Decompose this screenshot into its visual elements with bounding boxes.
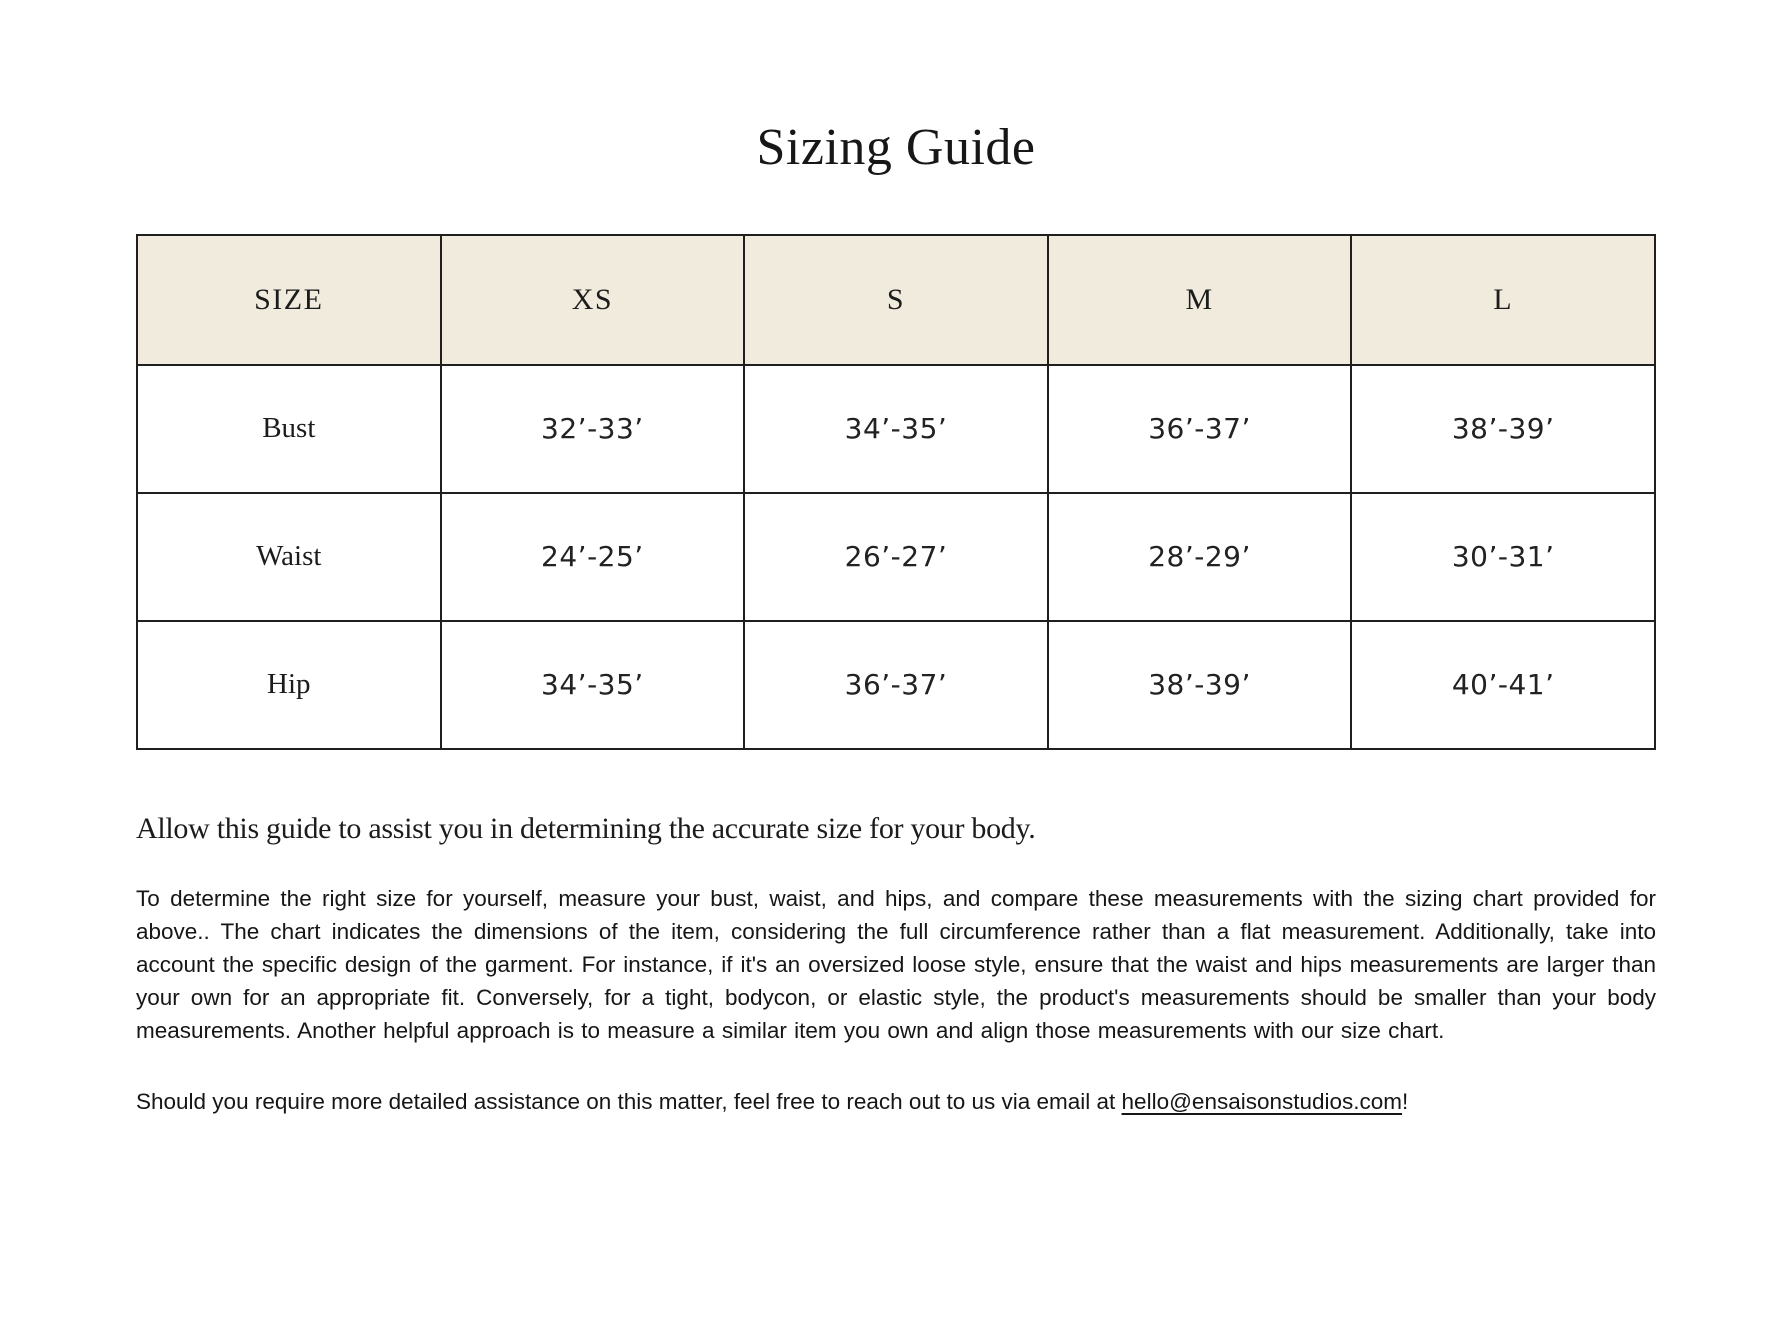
measurement-cell-waist-xs: 24’-25’ bbox=[441, 493, 745, 621]
row-label-waist: Waist bbox=[137, 493, 441, 621]
column-header-size: SIZE bbox=[137, 235, 441, 365]
measurement-cell-hip-xs: 34’-35’ bbox=[441, 621, 745, 749]
measurement-cell-bust-xs: 32’-33’ bbox=[441, 365, 745, 493]
measurement-cell-bust-l: 38’-39’ bbox=[1351, 365, 1655, 493]
measurement-cell-hip-m: 38’-39’ bbox=[1048, 621, 1352, 749]
column-header-m: M bbox=[1048, 235, 1352, 365]
email-link[interactable]: hello@ensaisonstudios.com bbox=[1121, 1088, 1403, 1114]
measurement-cell-waist-l: 30’-31’ bbox=[1351, 493, 1655, 621]
contact-line bbox=[136, 1085, 1656, 1118]
contact-text: Should you require more detailed assistance on this matter, feel free to reach out to us via email at bbox=[136, 1088, 1122, 1114]
table-row-hip bbox=[137, 621, 1655, 749]
row-label-bust: Bust bbox=[137, 365, 441, 493]
table-row-bust bbox=[137, 365, 1655, 493]
measurement-cell-waist-m: 28’-29’ bbox=[1048, 493, 1352, 621]
measurement-cell-waist-s: 26’-27’ bbox=[744, 493, 1048, 621]
contact-suffix: ! bbox=[1402, 1088, 1409, 1114]
row-label-hip: Hip bbox=[137, 621, 441, 749]
size-chart-table bbox=[136, 234, 1656, 750]
table-header-row bbox=[137, 235, 1655, 365]
column-header-s: S bbox=[744, 235, 1048, 365]
guide-subtitle: Allow this guide to assist you in determining the accurate size for your body. bbox=[136, 811, 1036, 845]
column-header-xs: XS bbox=[441, 235, 745, 365]
column-header-l: L bbox=[1351, 235, 1655, 365]
measurement-cell-bust-m: 36’-37’ bbox=[1048, 365, 1352, 493]
measurement-cell-hip-s: 36’-37’ bbox=[744, 621, 1048, 749]
measurement-cell-hip-l: 40’-41’ bbox=[1351, 621, 1655, 749]
measurement-cell-bust-s: 34’-35’ bbox=[744, 365, 1048, 493]
instructions-paragraph: To determine the right size for yourself, measure your bust, waist, and hips, and compare these measurements with the sizing chart provided for above.. The chart indicates the dimensions of the item, considering the full circumference rather than a flat measurement. Additionally, take into account the specific design of the garment. For instance, if it's an oversized loose style, ensure that the waist and hips measurements are larger than your own for an appropriate fit. Conversely, for a tight, bodycon, or elastic style, the product's measurements should be smaller than your body measurements. Another helpful approach is to measure a similar item you own and align those measurements with our size chart. bbox=[136, 885, 1656, 1043]
page-title: Sizing Guide bbox=[756, 119, 1036, 176]
table-row-waist bbox=[137, 493, 1655, 621]
